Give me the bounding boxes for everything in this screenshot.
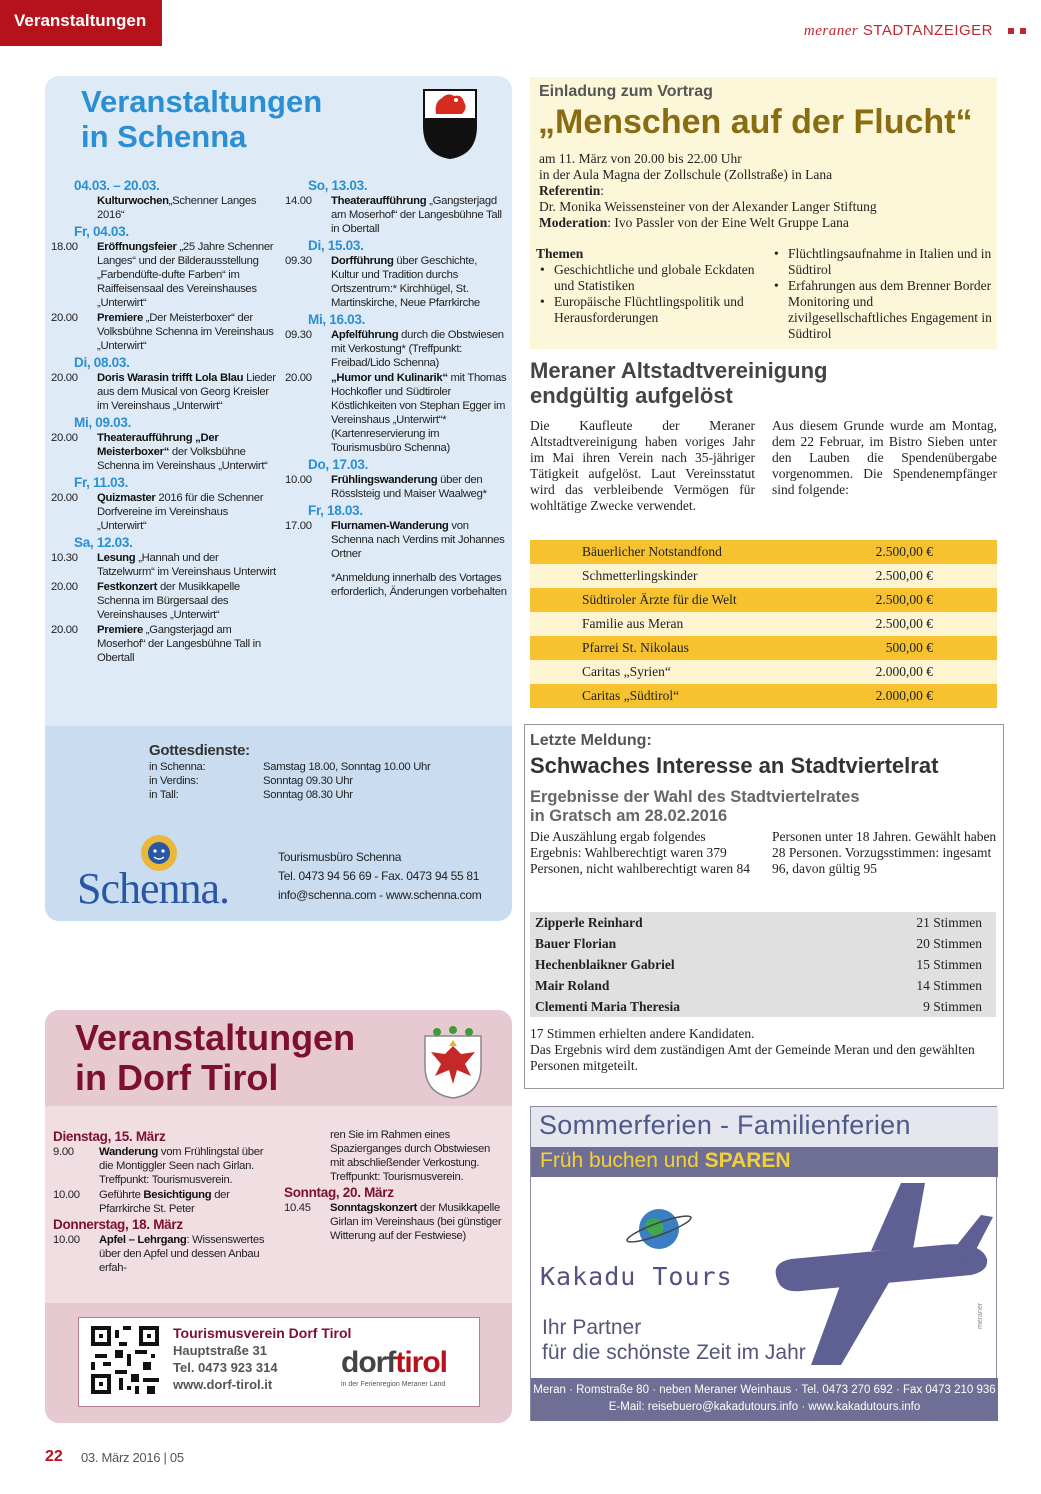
event-time: 10.45	[284, 1202, 311, 1214]
event-title: Dorfführung	[331, 255, 394, 267]
candidate-name: Clementi Maria Theresia	[535, 998, 680, 1014]
event-row	[285, 254, 507, 310]
gottesdienst-row: in Tall: Sonntag 08.30 Uhr	[149, 789, 353, 801]
candidate-name: Mair Roland	[535, 977, 610, 993]
event-text: durch die Obstwiesen mit Verkostung* (Treffpunkt: Freibad/Lido Schenna)	[331, 329, 504, 369]
event-desc	[97, 194, 276, 222]
event-time	[51, 194, 97, 222]
kakadu-ad	[530, 1106, 997, 1421]
event-desc	[97, 371, 276, 413]
page-number: 22	[45, 1448, 63, 1465]
results-table	[530, 912, 996, 1017]
event-row	[285, 194, 507, 236]
tirol-crest-icon	[421, 1024, 485, 1100]
donation-amount: 2.500,00 €	[875, 544, 933, 559]
meldung-pre: Letzte Meldung:	[530, 732, 652, 749]
event-text: „Gangsterjagd am Moserhof“ der Langesbühne Tall in Obertall	[97, 624, 261, 664]
donation-amount: 2.500,00 €	[875, 592, 933, 607]
ad-credit: meraner	[977, 1302, 984, 1329]
event-day: Sa, 12.03.	[74, 535, 133, 550]
event-text: über Geschichte, Kultur und Tradition durchs Ortszentrum:* Kirchhügel, St. Martinskirche, Neue Pfarrkirche	[331, 255, 480, 309]
event-row	[284, 1201, 506, 1243]
event-desc	[331, 194, 507, 236]
event-time: 10.00	[53, 1234, 80, 1246]
donation-row	[530, 684, 997, 708]
event-text: „Hannah und der Tatzelwurm“ im Vereinshaus Unterwirt	[97, 552, 276, 578]
donation-row	[530, 564, 997, 588]
meldung-footer: 17 Stimmen erhielten andere Kandidaten. Das Ergebnis wird dem zuständigen Amt der Gemeinde Meran und den gewählten Personen mitgeteilt.	[530, 1026, 975, 1073]
event-time: 10.00	[285, 474, 312, 486]
event-title: Frühlingswanderung	[331, 474, 438, 486]
donation-amount: 500,00 €	[885, 640, 933, 655]
brand-square-icon	[1020, 28, 1026, 34]
themen-left	[536, 246, 761, 326]
issue-date: 03. März 2016 | 05	[81, 1450, 184, 1465]
themen-item: • Geschichtliche und globale Eckdaten und Statistiken	[536, 262, 761, 294]
meldung-subtitle: Ergebnisse der Wahl des Stadtviertelrates in Gratsch am 28.02.2016	[530, 788, 860, 825]
event-text: Geführte	[99, 1189, 144, 1201]
tirol-left-column	[53, 1128, 278, 1276]
event-text: 2016 für die Schenner Dorfvereine im Vereinshaus „Unterwirt“	[97, 492, 264, 532]
themen-item: • Erfahrungen aus dem Brenner Border Monitoring und zivilgesellschaftliches Engagement in Südtirol	[770, 278, 995, 342]
event-row	[285, 473, 507, 501]
candidate-votes: 15 Stimmen	[916, 956, 982, 972]
dorftirol-logo: dorftirol in der Ferienregion Meraner Land	[341, 1346, 447, 1388]
brand-square-icon	[1008, 28, 1014, 34]
event-day: Fr, 04.03.	[74, 224, 129, 239]
brand-logo	[804, 22, 993, 40]
tirol-continued-text: ren Sie im Rahmen eines Spazierganges durch Obstwiesen mit abschließender Verkostung. Treffpunkt: Tourismusverein.	[330, 1129, 490, 1183]
donation-name: Südtiroler Ärzte für die Welt	[582, 592, 737, 607]
donation-name: Caritas „Syrien“	[582, 664, 671, 679]
qr-code-icon	[91, 1326, 159, 1394]
schenna-left-column	[51, 179, 276, 666]
donation-amount: 2.500,00 €	[875, 616, 933, 631]
result-row	[530, 954, 996, 975]
schenna-events-box	[45, 76, 512, 921]
donation-row	[530, 636, 997, 660]
event-desc	[97, 623, 276, 665]
event-title: Doris Warasin trifft Lola Blau	[97, 372, 244, 384]
event-time: 09.30	[285, 255, 312, 267]
event-text: „Gangsterjagd am Moserhof“ der Langesbühne Tall in Obertall	[331, 195, 502, 235]
schenna-right-column	[285, 179, 507, 599]
event-title: Theateraufführung	[331, 195, 427, 207]
candidate-name: Zipperle Reinhard	[535, 914, 643, 930]
schenna-contact: Tourismusbüro Schenna Tel. 0473 94 56 69 - Fax. 0473 94 55 81 info@schenna.com - www.schenna.com	[278, 850, 482, 902]
event-title: Apfel – Lehrgang	[99, 1234, 187, 1246]
event-day: So, 13.03.	[308, 178, 368, 193]
event-row	[285, 328, 507, 370]
event-day: Di, 15.03.	[308, 238, 364, 253]
donation-name: Bäuerlicher Notstandfond	[582, 544, 722, 559]
event-title: Premiere	[97, 312, 143, 324]
event-desc	[97, 431, 276, 473]
event-text: von Schenna nach Verdins mit Johannes Ortner	[331, 520, 505, 560]
event-row	[53, 1145, 278, 1187]
event-title: Eröffnungsfeier	[97, 241, 177, 253]
event-time: 9.00	[53, 1146, 74, 1158]
candidate-votes: 21 Stimmen	[916, 914, 982, 930]
ad-footer: Meran · Romstraße 80 · neben Meraner Weinhaus · Tel. 0473 270 692 · Fax 0473 210 936 E-Mail: reisebuero@kakadutours.info · www.kakadutours.info	[531, 1378, 998, 1421]
ad-partner-text: Ihr Partner für die schönste Zeit im Jahr	[542, 1316, 806, 1364]
donation-name: Schmetterlingskinder	[582, 568, 698, 583]
event-day: Dienstag, 15. März	[53, 1129, 166, 1144]
event-day: Donnerstag, 18. März	[53, 1217, 183, 1232]
event-row	[53, 1188, 278, 1216]
result-row	[530, 933, 996, 954]
event-time: 17.00	[285, 520, 312, 532]
schenna-note: *Anmeldung innerhalb des Vortages erforderlich, Änderungen vorbehalten	[331, 572, 507, 598]
themen-right	[770, 246, 995, 342]
event-title: Apfelführung	[331, 329, 399, 341]
event-row	[51, 194, 276, 222]
tirol-events-box	[45, 1010, 512, 1423]
tirol-title: Veranstaltungen in Dorf Tirol	[75, 1017, 356, 1098]
schenna-logo-text: Schenna.	[77, 864, 230, 913]
ad-subheadline: Früh buchen und SPAREN	[531, 1147, 998, 1177]
result-row	[530, 912, 996, 933]
event-desc	[99, 1233, 278, 1275]
donation-name: Familie aus Meran	[582, 616, 684, 631]
event-day: Sonntag, 20. März	[284, 1185, 394, 1200]
result-row	[530, 996, 996, 1017]
meldung-text: Die Auszählung ergab folgendes Ergebnis: Wahlberechtigt waren 379 Personen, nicht wahlberechtigt waren 84 Personen unter 18 Jahren. Gewählt haben 28 Personen. Vorzugsstimmen: ingesamt 96, davon gültig 95	[530, 829, 997, 876]
event-row	[51, 623, 276, 665]
ad-headline: Sommerferien - Familienferien	[531, 1107, 998, 1147]
event-desc	[330, 1201, 506, 1243]
event-row	[285, 371, 507, 455]
event-text: „Der Meisterboxer“ der Volksbühne Schenna im Vereinshaus „Unterwirt“	[97, 312, 274, 352]
event-text: der Musikkapelle Schenna im Bürgersaal des Vereinshauses „Unterwirt“	[97, 581, 240, 621]
event-day: Mi, 09.03.	[74, 415, 132, 430]
event-title: Wanderung	[99, 1146, 159, 1158]
donation-amount: 2.000,00 €	[875, 664, 933, 679]
event-title: Lesung	[97, 552, 136, 564]
event-row	[51, 371, 276, 413]
gottesdienst-row: in Verdins: Sonntag 09.30 Uhr	[149, 775, 353, 787]
gottesdienst-row: in Schenna: Samstag 18.00, Sonntag 10.00 Uhr	[149, 761, 431, 773]
event-text: der Pfarrkirche St. Peter	[99, 1189, 230, 1215]
event-desc	[97, 551, 276, 579]
event-day: Fr, 18.03.	[308, 503, 363, 518]
event-text: „25 Jahre Schenner Langes“ und der Bilderausstellung „Farbendüfte-dufte Farben“ im Raiffeisensaal des Vereinshauses „Unterwirt“	[97, 241, 274, 309]
gottesdienste	[149, 744, 489, 802]
event-title: Kulturwochen	[97, 195, 169, 207]
event-time: 20.00	[51, 492, 78, 504]
candidate-votes: 14 Stimmen	[916, 977, 982, 993]
event-desc	[331, 473, 507, 501]
altstadt-article	[530, 358, 997, 514]
brand-script: meraner	[803, 23, 859, 39]
event-day: 04.03. – 20.03.	[74, 178, 160, 193]
event-desc	[331, 519, 507, 561]
event-desc	[97, 311, 276, 353]
event-text: : Wissenswertes über den Apfel und dessen Anbau erfah-	[99, 1234, 265, 1274]
event-time: 10.30	[51, 552, 78, 564]
schenna-logo	[75, 833, 255, 913]
gottesdienste-heading: Gottesdienste:	[149, 742, 250, 759]
tirol-contact-card	[78, 1317, 480, 1407]
event-title: „Humor und Kulinarik“	[331, 372, 448, 384]
event-time: 20.00	[51, 581, 78, 593]
event-row	[51, 431, 276, 473]
event-time: 14.00	[285, 195, 312, 207]
event-desc	[331, 371, 507, 455]
event-time: 20.00	[285, 372, 312, 384]
donation-amount: 2.000,00 €	[875, 688, 933, 703]
event-desc	[97, 491, 276, 533]
event-text: über den Rösslsteig und Maiser Waalweg*	[331, 474, 487, 500]
event-time: 20.00	[51, 372, 78, 384]
donation-row	[530, 612, 997, 636]
candidate-votes: 9 Stimmen	[923, 998, 982, 1014]
altstadt-title: Meraner Altstadtvereinigung endgültig aufgelöst	[530, 358, 828, 408]
event-row	[51, 551, 276, 579]
donation-row	[530, 540, 997, 564]
event-time: 20.00	[51, 312, 78, 324]
candidate-name: Hechenblaikner Gabriel	[535, 956, 675, 972]
event-title: Flurnamen-Wanderung	[331, 520, 449, 532]
event-desc	[331, 328, 507, 370]
vortrag-title: „Menschen auf der Flucht“	[538, 103, 973, 141]
tirol-card-text: Tourismusverein Dorf Tirol Hauptstraße 31 Tel. 0473 923 314 www.dorf-tirol.it	[173, 1325, 352, 1392]
event-time: 20.00	[51, 624, 78, 636]
donation-name: Caritas „Südtirol“	[582, 688, 680, 703]
event-title: Quizmaster	[97, 492, 156, 504]
event-text: vom Frühlingstal über die Montiggler Seen nach Girlan. Treffpunkt: Tourismusverein.	[99, 1146, 264, 1186]
event-desc	[331, 254, 507, 310]
donation-row	[530, 660, 997, 684]
event-text: Lieder aus dem Musical von Georg Kreisler im Vereinshaus „Unterwirt“	[97, 372, 276, 412]
schenna-title: Veranstaltungen in Schenna	[81, 84, 323, 154]
tirol-right-column	[284, 1128, 506, 1244]
event-title: Premiere	[97, 624, 143, 636]
meldung-title: Schwaches Interesse an Stadtviertelrat	[530, 753, 939, 778]
event-title: Besichtigung	[143, 1189, 212, 1201]
event-row	[285, 519, 507, 561]
vortrag-pre: Einladung zum Vortrag	[539, 83, 713, 100]
event-row	[51, 311, 276, 353]
donation-amount: 2.500,00 €	[875, 568, 933, 583]
candidate-name: Bauer Florian	[535, 935, 617, 951]
themen-label: Themen	[536, 246, 584, 261]
vortrag-body: am 11. März von 20.00 bis 22.00 Uhr in der Aula Magna der Zollschule (Zollstraße) in Lana Referentin: Dr. Monika Weissensteiner von der Alexander Langer Stiftung Moderation: Ivo Passler von der Eine Welt Gruppe Lana	[539, 151, 877, 230]
donation-row	[530, 588, 997, 612]
themen-item: • Europäische Flüchtlingspolitik und Herausforderungen	[536, 294, 761, 326]
event-day: Mi, 16.03.	[308, 312, 366, 327]
event-time: 18.00	[51, 241, 78, 253]
event-time: 10.00	[53, 1189, 80, 1201]
event-title: Sonntagskonzert	[330, 1202, 418, 1214]
event-day: Fr, 11.03.	[74, 475, 129, 490]
event-day: Di, 08.03.	[74, 355, 130, 370]
event-desc	[97, 580, 276, 622]
event-text: der Volksbühne Schenna im Vereinshaus „Unterwirt“	[97, 446, 268, 472]
event-row	[51, 491, 276, 533]
result-row	[530, 975, 996, 996]
schenna-crest-icon	[422, 88, 478, 160]
vortrag-box	[530, 77, 997, 349]
altstadt-text: Die Kaufleute der Meraner Altstadtvereinigung haben voriges Jahr im Mai ihren Verein nach 35-jähriger Tätigkeit aufgelöst. Laut Vereinsstatut wird das verbleibende Vermögen für wohltätige Zwecke verwendet. Aus diesem Grunde wurde am Montag, dem 22 Februar, im Bistro Sieben unter den Lauben die Spendenübergabe vorgenommen. Die Spendenempfänger sind folgende:	[530, 418, 997, 513]
donation-name: Pfarrei St. Nikolaus	[582, 640, 689, 655]
section-tab: Veranstaltungen	[0, 0, 162, 46]
donation-table	[530, 540, 997, 708]
event-time: 09.30	[285, 329, 312, 341]
event-day: Do, 17.03.	[308, 457, 369, 472]
themen-item: • Flüchtlingsaufnahme in Italien und in Südtirol	[770, 246, 995, 278]
meldung-box	[524, 724, 1004, 1089]
event-desc	[99, 1145, 278, 1187]
brand-rest: STADTANZEIGER	[862, 22, 993, 39]
event-row	[51, 240, 276, 310]
event-text: der Musikkapelle Girlan im Vereinshaus (bei günstiger Witterung auf der Festwiese)	[330, 1202, 502, 1242]
event-text: mit Thomas Hochkofler und Südtiroler Köstlichkeiten von Stephan Egger im Vereinshaus „Unterwirt“* (Kartenreservierung im Tourismusbüro Schenna)	[331, 372, 507, 454]
event-title: Theateraufführung „Der Meisterboxer“	[97, 432, 219, 458]
event-text: „Schenner Langes 2016“	[97, 195, 257, 221]
candidate-votes: 20 Stimmen	[916, 935, 982, 951]
event-row	[53, 1233, 278, 1275]
event-time: 20.00	[51, 432, 78, 444]
event-title: Festkonzert	[97, 581, 158, 593]
event-desc	[99, 1188, 278, 1216]
event-row	[51, 580, 276, 622]
kakadu-brand: Kakadu Tours	[540, 1262, 733, 1291]
event-desc	[97, 240, 276, 310]
